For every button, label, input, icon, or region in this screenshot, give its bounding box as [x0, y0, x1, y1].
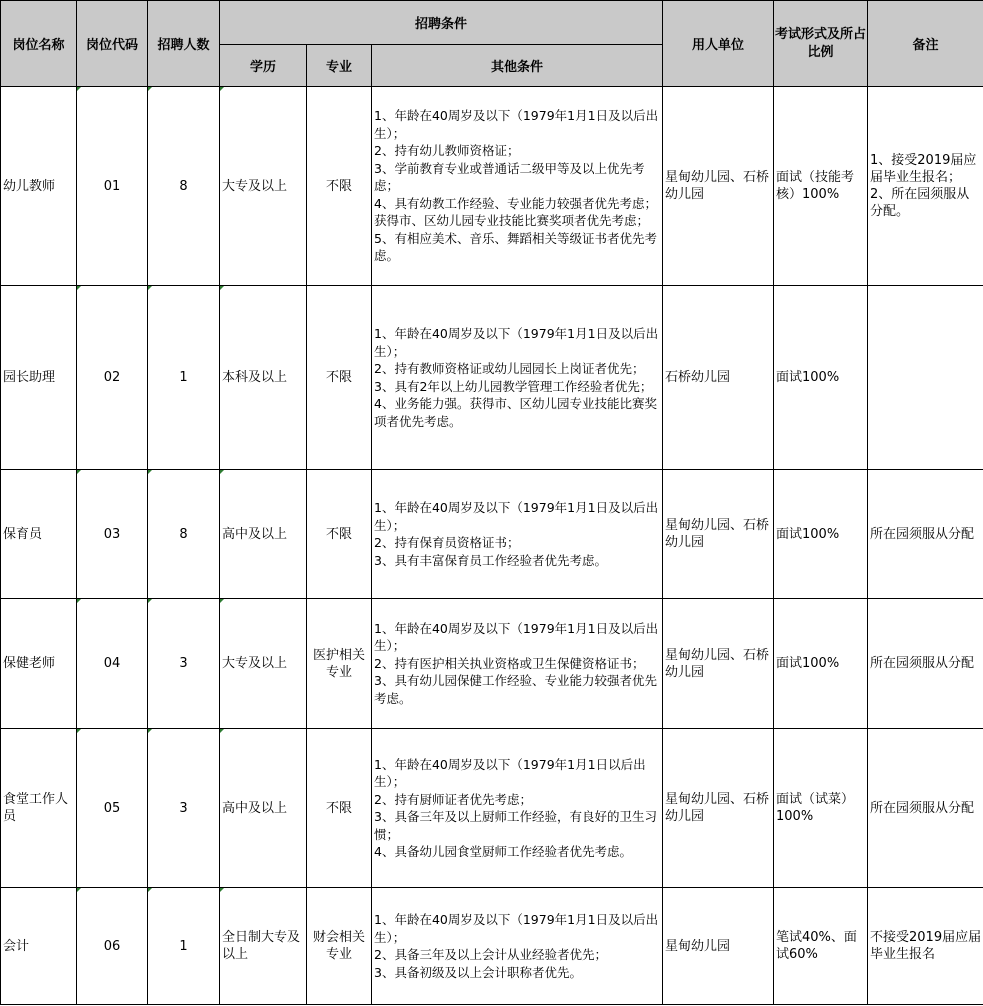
position-name: 保育员	[1, 470, 77, 599]
remarks	[868, 888, 983, 1005]
other-conditions	[372, 599, 663, 729]
position-code: 03	[77, 470, 148, 599]
condition-item: 4、具备幼儿园食堂厨师工作经验者优先考虑。	[374, 844, 632, 859]
condition-item: 4、具有幼教工作经验、专业能力较强者优先考虑；获得市、区幼儿园专业技能比赛奖项者优先考虑；	[374, 195, 657, 229]
condition-item: 1、年龄在40周岁及以下（1979年1月1日以后出生）；	[374, 756, 646, 789]
exam-form: 面试100%	[774, 599, 868, 729]
condition-item: 1、年龄在40周岁及以下（1979年1月1日及以后出生）；	[374, 620, 659, 654]
education: 高中及以上	[220, 729, 307, 888]
table-row	[1, 470, 983, 599]
exam-form: 面试（试菜）100%	[774, 729, 868, 888]
headcount: 8	[148, 87, 220, 286]
employer: 星甸幼儿园、石桥幼儿园	[663, 470, 774, 599]
employer: 石桥幼儿园	[663, 286, 774, 470]
condition-item: 3、学前教育专业或普通话二级甲等及以上优先考虑；	[374, 160, 645, 194]
headcount: 1	[148, 286, 220, 470]
education: 本科及以上	[220, 286, 307, 470]
condition-item: 2、持有幼儿教师资格证；	[374, 143, 520, 159]
condition-item: 3、具备初级及以上会计职称者优先。	[374, 964, 582, 980]
education: 高中及以上	[220, 470, 307, 599]
remark-item: 不接受2019届应届毕业生报名	[870, 930, 982, 962]
remarks	[868, 286, 983, 470]
other-conditions	[372, 729, 663, 888]
condition-item: 1、年龄在40周岁及以下（1979年1月1日及以后出生）；	[374, 326, 659, 359]
remark-item: 所在园须服从分配	[870, 800, 975, 816]
position-name: 会计	[1, 888, 77, 1005]
condition-item: 2、持有保育员资格证书；	[374, 535, 520, 550]
condition-item: 1、年龄在40周岁及以下（1979年1月1日及以后出生）；	[374, 500, 659, 533]
condition-item: 1、年龄在40周岁及以下（1979年1月1日及以后出生）；	[374, 108, 659, 141]
remark-item: 所在园须服从分配	[870, 526, 975, 542]
position-name: 保健老师	[1, 599, 77, 729]
position-code: 01	[77, 87, 148, 286]
exam-form: 面试100%	[774, 470, 868, 599]
remarks	[868, 87, 983, 286]
header-position-code: 岗位代码	[77, 1, 148, 87]
header-education: 学历	[220, 45, 307, 87]
education: 大专及以上	[220, 87, 307, 286]
table-row	[1, 888, 983, 1005]
major: 不限	[307, 87, 372, 286]
headcount: 3	[148, 599, 220, 729]
other-conditions	[372, 87, 663, 286]
remark-item: 1、接受2019届应届毕业生报名；	[870, 153, 977, 185]
remarks	[868, 599, 983, 729]
headcount: 1	[148, 888, 220, 1005]
headcount: 8	[148, 470, 220, 599]
exam-form: 面试（技能考核）100%	[774, 87, 868, 286]
position-name: 幼儿教师	[1, 87, 77, 286]
remarks	[868, 470, 983, 599]
exam-form: 面试100%	[774, 286, 868, 470]
condition-item: 2、持有教师资格证或幼儿园园长上岗证者优先；	[374, 361, 645, 376]
condition-item: 3、具有2年以上幼儿园教学管理工作经验者优先；	[374, 378, 653, 394]
employer: 星甸幼儿园	[663, 888, 774, 1005]
condition-item: 3、具有幼儿园保健工作经验、专业能力较强者优先考虑。	[374, 673, 657, 706]
major: 医护相关专业	[307, 599, 372, 729]
header-other-conditions: 其他条件	[372, 45, 663, 87]
table-row	[1, 599, 983, 729]
condition-item: 4、业务能力强。获得市、区幼儿园专业技能比赛奖项者优先考虑。	[374, 396, 657, 429]
condition-item: 3、具有丰富保育员工作经验者优先考虑。	[374, 552, 607, 568]
condition-item: 1、年龄在40周岁及以下（1979年1月1日及以后出生）；	[374, 912, 659, 945]
employer: 星甸幼儿园、石桥幼儿园	[663, 599, 774, 729]
major: 财会相关专业	[307, 888, 372, 1005]
other-conditions	[372, 888, 663, 1005]
other-conditions	[372, 470, 663, 599]
education: 大专及以上	[220, 599, 307, 729]
position-name: 园长助理	[1, 286, 77, 470]
position-name: 食堂工作人员	[1, 729, 77, 888]
remark-item: 所在园须服从分配	[870, 656, 975, 671]
condition-item: 5、有相应美术、音乐、舞蹈相关等级证书者优先考虑。	[374, 230, 657, 264]
employer: 星甸幼儿园、石桥幼儿园	[663, 729, 774, 888]
header-remarks: 备注	[868, 1, 983, 87]
header-exam-form: 考试形式及所占比例	[774, 1, 868, 87]
header-requirements: 招聘条件	[220, 1, 663, 45]
headcount: 3	[148, 729, 220, 888]
condition-item: 3、具备三年及以上厨师工作经验，有良好的卫生习惯；	[374, 809, 657, 842]
remarks	[868, 729, 983, 888]
major: 不限	[307, 286, 372, 470]
table-row	[1, 729, 983, 888]
condition-item: 2、持有厨师证者优先考虑；	[374, 791, 532, 807]
position-code: 02	[77, 286, 148, 470]
header-position-name: 岗位名称	[1, 1, 77, 87]
position-code: 04	[77, 599, 148, 729]
major: 不限	[307, 470, 372, 599]
other-conditions	[372, 286, 663, 470]
major: 不限	[307, 729, 372, 888]
employer: 星甸幼儿园、石桥幼儿园	[663, 87, 774, 286]
condition-item: 2、具备三年及以上会计从业经验者优先；	[374, 947, 607, 962]
remark-item: 2、所在园须服从分配。	[870, 187, 970, 219]
header-employer: 用人单位	[663, 1, 774, 87]
position-code: 05	[77, 729, 148, 888]
table-row	[1, 286, 983, 470]
exam-form: 笔试40%、面试60%	[774, 888, 868, 1005]
condition-item: 2、持有医护相关执业资格或卫生保健资格证书；	[374, 655, 645, 671]
position-code: 06	[77, 888, 148, 1005]
header-major: 专业	[307, 45, 372, 87]
table-row	[1, 87, 983, 286]
header-headcount: 招聘人数	[148, 1, 220, 87]
education: 全日制大专及以上	[220, 888, 307, 1005]
